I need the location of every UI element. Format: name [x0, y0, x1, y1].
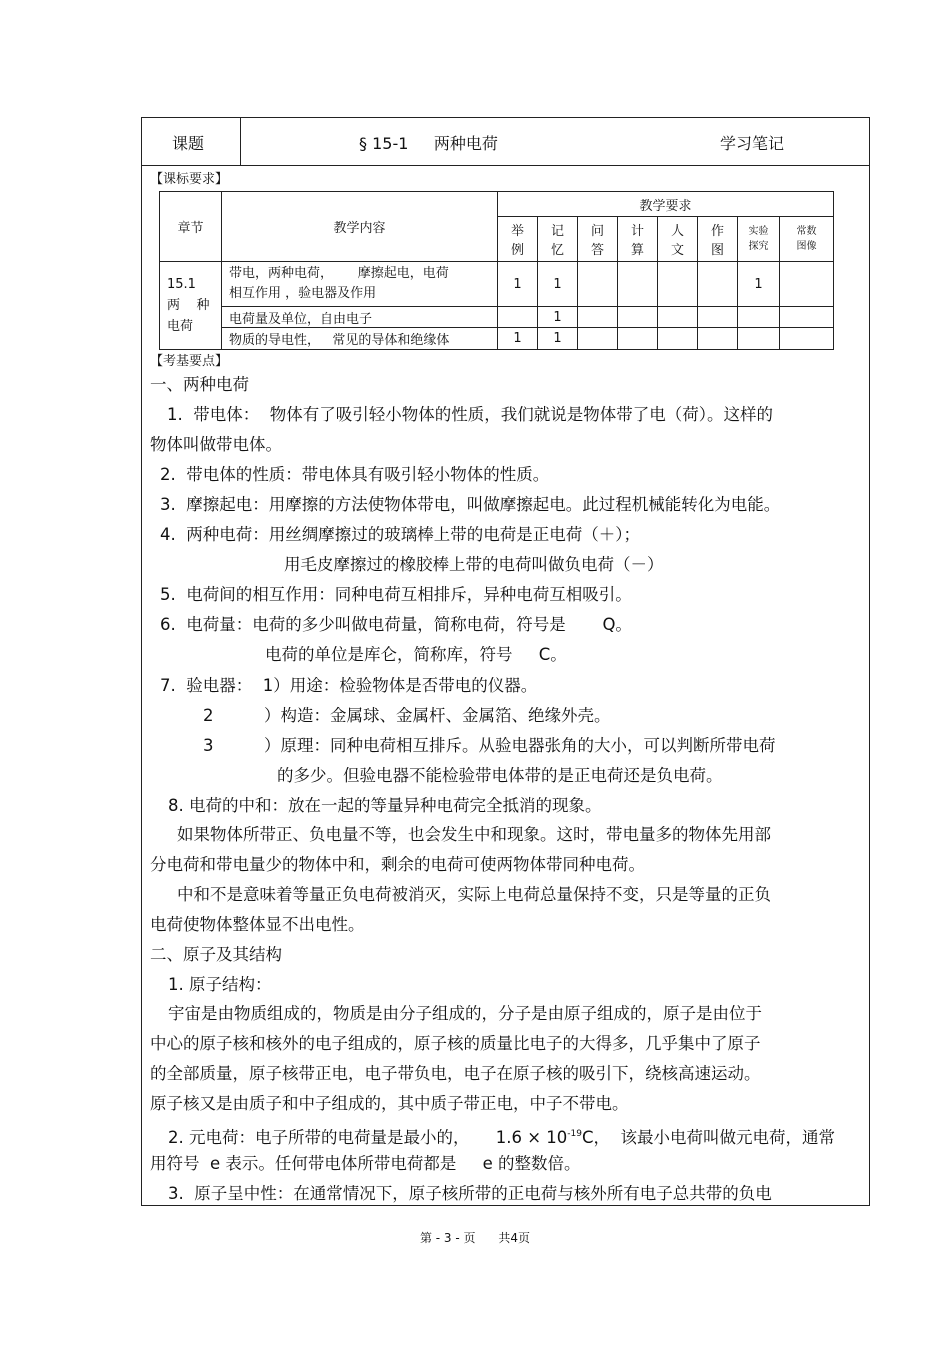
mark-cell — [578, 262, 618, 307]
requirements-table — [159, 191, 834, 350]
mark-cell — [698, 307, 738, 328]
mark-cell: 1 — [498, 328, 538, 350]
content-cell: 物质的导电性， 常见的导体和绝缘体 — [222, 328, 498, 350]
key-points-tag: 【考基要点】 — [150, 354, 229, 369]
text-line: 电荷使物体整体显不出电性。 — [150, 915, 365, 934]
mark-cell: 1 — [538, 307, 578, 328]
mark-cell: 1 — [538, 328, 578, 350]
sub-header-example: 举 例 — [498, 217, 538, 262]
mark-cell — [738, 328, 780, 350]
mark-cell — [658, 307, 698, 328]
sub-header-calculate: 计 算 — [618, 217, 658, 262]
mark-cell — [658, 328, 698, 350]
text-line: 4. 两种电荷：用丝绸摩擦过的玻璃棒上带的电荷是正电荷（＋）； — [160, 525, 640, 544]
chapter-header: 章节 — [160, 192, 222, 262]
text-line: 如果物体所带正、负电量不等，也会发生中和现象。这时，带电量多的物体先用部 — [177, 825, 771, 844]
text-line: ）原理：同种电荷相互排斥。从验电器张角的大小，可以判断所带电荷 — [264, 736, 776, 755]
study-notes-label: 学习笔记 — [720, 134, 785, 153]
list-number: 2 — [203, 706, 214, 725]
text-line: 8. 电荷的中和：放在一起的等量异种电荷完全抵消的现象。 — [168, 796, 602, 815]
mark-cell — [698, 262, 738, 307]
text-line: 6. 电荷量：电荷的多少叫做电荷量，简称电荷，符号是 Q。 — [160, 615, 632, 634]
mark-cell — [498, 307, 538, 328]
text-line: 1. 带电体： 物体有了吸引轻小物体的性质，我们就说是物体带了电（荷）。这样的 — [167, 405, 773, 424]
mark-cell — [578, 307, 618, 328]
text-line: 用毛皮摩擦过的橡胶棒上带的电荷叫做负电荷（－） — [284, 555, 664, 574]
mark-cell — [780, 328, 834, 350]
mark-cell — [738, 307, 780, 328]
text-line: 1. 原子结构： — [168, 975, 272, 994]
text-line: 原子核又是由质子和中子组成的，其中质子带正电，中子不带电。 — [150, 1094, 629, 1113]
text-line: 3. 原子呈中性：在通常情况下，原子核所带的正电荷与核外所有电子总共带的负电 — [168, 1184, 772, 1203]
mark-cell: 1 — [538, 262, 578, 307]
content-cell: 带电，两种电荷， 摩擦起电，电荷 相互作用 ，验电器及作用 — [222, 262, 498, 307]
content-header: 教学内容 — [222, 192, 498, 262]
mark-cell: 1 — [498, 262, 538, 307]
sub-header-memorize: 记 忆 — [538, 217, 578, 262]
text-line: ）构造：金属球、金属杆、金属箔、绝缘外壳。 — [264, 706, 611, 725]
mark-cell — [780, 307, 834, 328]
mark-cell — [618, 307, 658, 328]
mark-cell — [618, 328, 658, 350]
mark-cell — [658, 262, 698, 307]
header-row — [142, 118, 869, 166]
sub-header-humanities: 人 文 — [658, 217, 698, 262]
page-footer: 第 - 3 - 页 共4页 — [419, 1231, 531, 1245]
text-line: 的多少。但验电器不能检验带电体带的是正电荷还是负电荷。 — [277, 766, 723, 785]
header-divider — [240, 118, 241, 166]
sub-header-drawing: 作 图 — [698, 217, 738, 262]
content-cell: 电荷量及单位，自由电子 — [222, 307, 498, 328]
requirements-header: 教学要求 — [498, 192, 834, 217]
mark-cell: 1 — [738, 262, 780, 307]
text-line: 2. 带电体的性质：带电体具有吸引轻小物体的性质。 — [160, 465, 550, 484]
text-line: 中和不是意味着等量正负电荷被消灭，实际上电荷总量保持不变，只是等量的正负 — [177, 885, 771, 904]
text-line: 3. 摩擦起电：用摩擦的方法使物体带电，叫做摩擦起电。此过程机械能转化为电能。 — [160, 495, 781, 514]
text-line: 5. 电荷间的相互作用：同种电荷互相排斥，异种电荷互相吸引。 — [160, 585, 632, 604]
chapter-cell: 15.1 两 种 电荷 — [160, 262, 222, 350]
section-heading: 一、两种电荷 — [150, 375, 249, 394]
topic-label: 课题 — [172, 134, 205, 153]
text-line: 的全部质量，原子核带正电，电子带负电，电子在原子核的吸引下，绕核高速运动。 — [150, 1064, 761, 1083]
sub-header-graph: 常数 图像 — [780, 217, 834, 262]
text-line: 7. 验电器： 1）用途：检验物体是否带电的仪器。 — [160, 676, 538, 695]
text-line: 中心的原子核和核外的电子组成的，原子核的质量比电子的大得多，几乎集中了原子 — [150, 1034, 761, 1053]
text-line: 2. 元电荷：电子所带的电荷量是最小的， $1.6 \times 10^{-19}C$， 该最小电荷叫做元电荷，通常 — [168, 1128, 835, 1147]
text-line: 电荷的单位是库仑，简称库，符号 C。 — [265, 645, 567, 664]
mark-cell — [698, 328, 738, 350]
sub-header-experiment: 实验 探究 — [738, 217, 780, 262]
list-number: 3 — [203, 736, 214, 755]
sub-header-qa: 问 答 — [578, 217, 618, 262]
text-line: 宇宙是由物质组成的，物质是由分子组成的，分子是由原子组成的，原子是由位于 — [168, 1004, 762, 1023]
mark-cell — [780, 262, 834, 307]
text-line: 物体叫做带电体。 — [150, 435, 282, 454]
text-line: 分电荷和带电量少的物体中和，剩余的电荷可使两物体带同种电荷。 — [150, 855, 645, 874]
standards-tag: 【课标要求】 — [150, 172, 229, 187]
text-line: 用符号 e 表示。任何带电体所带电荷都是 e 的整数倍。 — [150, 1154, 581, 1173]
lesson-title: § 15-1 两种电荷 — [359, 134, 498, 153]
section-heading: 二、原子及其结构 — [150, 945, 282, 964]
mark-cell — [618, 262, 658, 307]
mark-cell — [578, 328, 618, 350]
exponent: -19 — [567, 1129, 582, 1139]
